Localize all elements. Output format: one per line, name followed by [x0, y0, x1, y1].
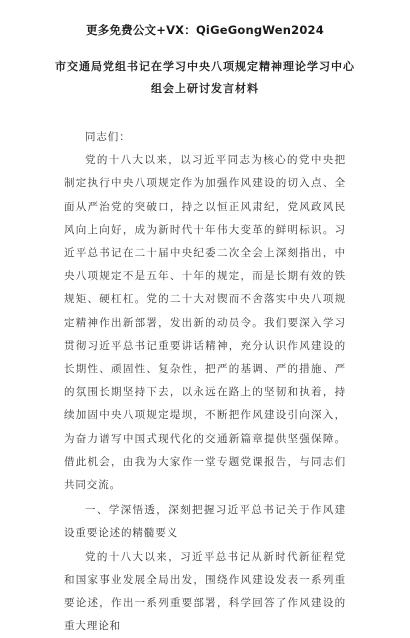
- salutation: 同志们：: [85, 131, 131, 143]
- promo-banner: 更多免费公文+VX：QiGeGongWen2024: [86, 23, 324, 37]
- document-title: 市交通局党组书记在学习中央八项规定精神理论学习中心组会上研讨发言材料: [55, 60, 355, 95]
- section-heading: 一、学深悟透，深刻把握习近平总书记关于作风建设重要论述的精髓要义: [64, 504, 346, 540]
- document-body: [64, 126, 346, 638]
- body-paragraph: 党的十八大以来，习近平总书记从新时代新征程党和国家事业发展全局出发，围绕作风建设发表一系列重要论述，作出一系列重要部署，科学回答了作风建设的重大理论和: [64, 550, 346, 633]
- body-paragraph: 党的十八大以来，以习近平同志为核心的党中央把制定执行中央八项规定作为加强作风建设的切入点、全面从严治党的突破口，持之以恒正风肃纪，党风政风民风向上向好，成为新时代十年伟大变革的鲜明标识。习近平总书记在二十届中央纪委二次全会上深刻指出，中央八项规定不是五年、十年的规定，而是长期有效的铁规矩、硬杠杠。党的二十大对锲而不舍落实中央八项规定精神作出新部署，发出新的动员令。我们要深入学习贯彻习近平总书记重要讲话精神，充分认识作风建设的长期性、顽固性、复杂性，把严的基调、严的措施、严的氛围长期坚持下去，以永远在路上的坚韧和执着，持续加固中央八项规定堤坝，不断把作风建设引向深入，为奋力谱写中国式现代化的交通新篇章提供坚强保障。借此机会，由我为大家作一堂专题党课报告，与同志们共同交流。: [64, 154, 346, 492]
